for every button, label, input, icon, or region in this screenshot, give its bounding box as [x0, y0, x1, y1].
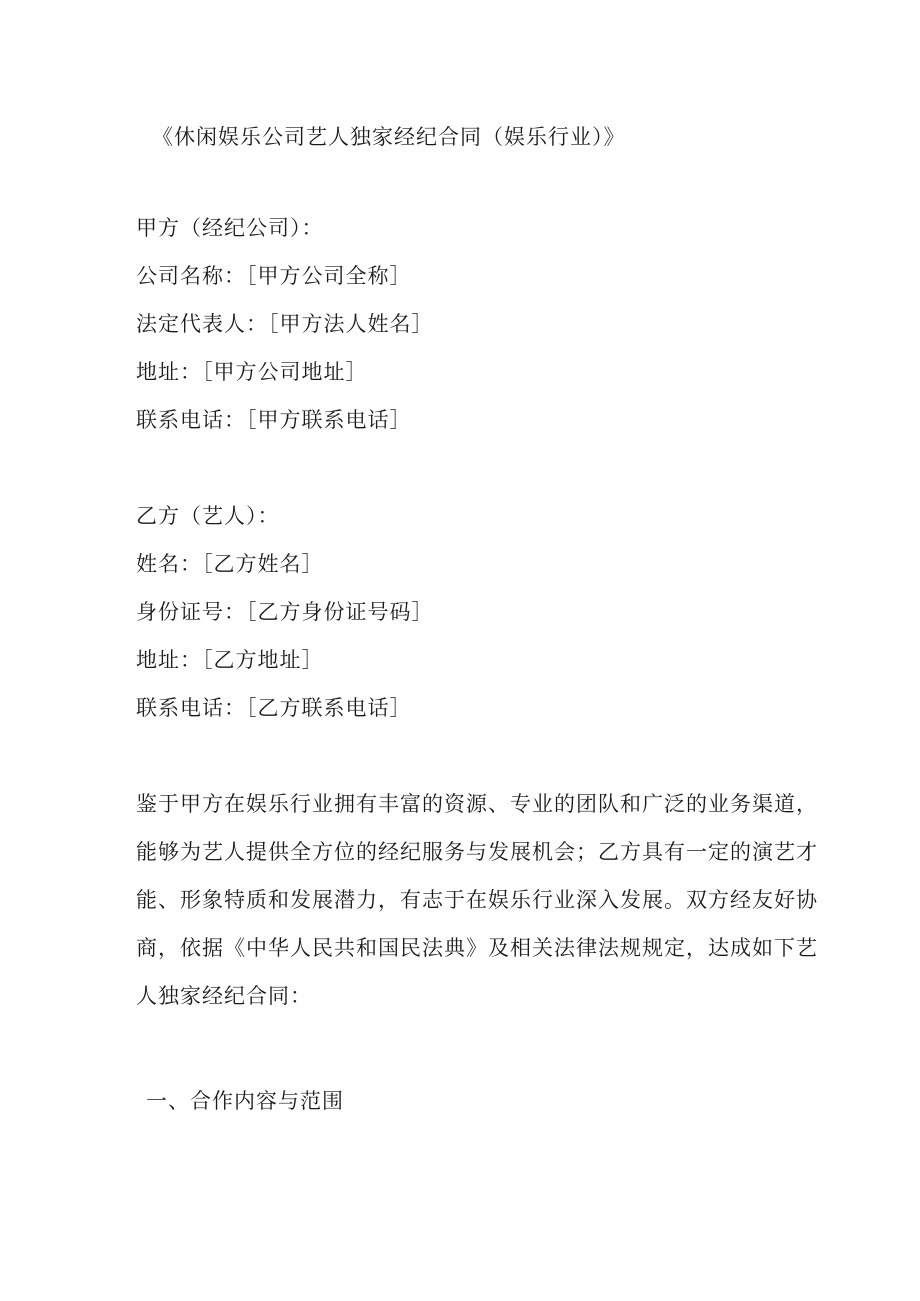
preamble-line: 能够为艺人提供全方位的经纪服务与发展机会；乙方具有一定的演艺才: [136, 840, 818, 864]
contract-title: 《休闲娱乐公司艺人独家经纪合同（娱乐行业）》: [152, 125, 626, 149]
party-a-legal-representative: 法定代表人：［甲方法人姓名］: [136, 312, 434, 336]
party-b-name: 姓名：［乙方姓名］: [136, 552, 324, 576]
party-b-phone: 联系电话：［乙方联系电话］: [136, 696, 412, 720]
party-a-company-name: 公司名称：［甲方公司全称］: [136, 264, 412, 288]
party-a-header: 甲方（经纪公司）：: [136, 216, 324, 240]
preamble-paragraph: [136, 790, 818, 1030]
party-a-address: 地址：［甲方公司地址］: [136, 360, 368, 384]
party-b-address: 地址：［乙方地址］: [136, 648, 324, 672]
preamble-line: 商，依据《中华人民共和国民法典》及相关法律法规规定，达成如下艺: [136, 936, 818, 960]
party-a-phone: 联系电话：［甲方联系电话］: [136, 408, 412, 432]
preamble-line: 鉴于甲方在娱乐行业拥有丰富的资源、专业的团队和广泛的业务渠道，: [136, 792, 818, 816]
section-1-heading: 一、合作内容与范围: [146, 1089, 344, 1113]
party-b-id-number: 身份证号：［乙方身份证号码］: [136, 600, 434, 624]
party-b-header: 乙方（艺人）：: [136, 504, 280, 528]
preamble-line: 人独家经纪合同：: [136, 984, 312, 1008]
preamble-line: 能、形象特质和发展潜力，有志于在娱乐行业深入发展。双方经友好协: [136, 888, 818, 912]
